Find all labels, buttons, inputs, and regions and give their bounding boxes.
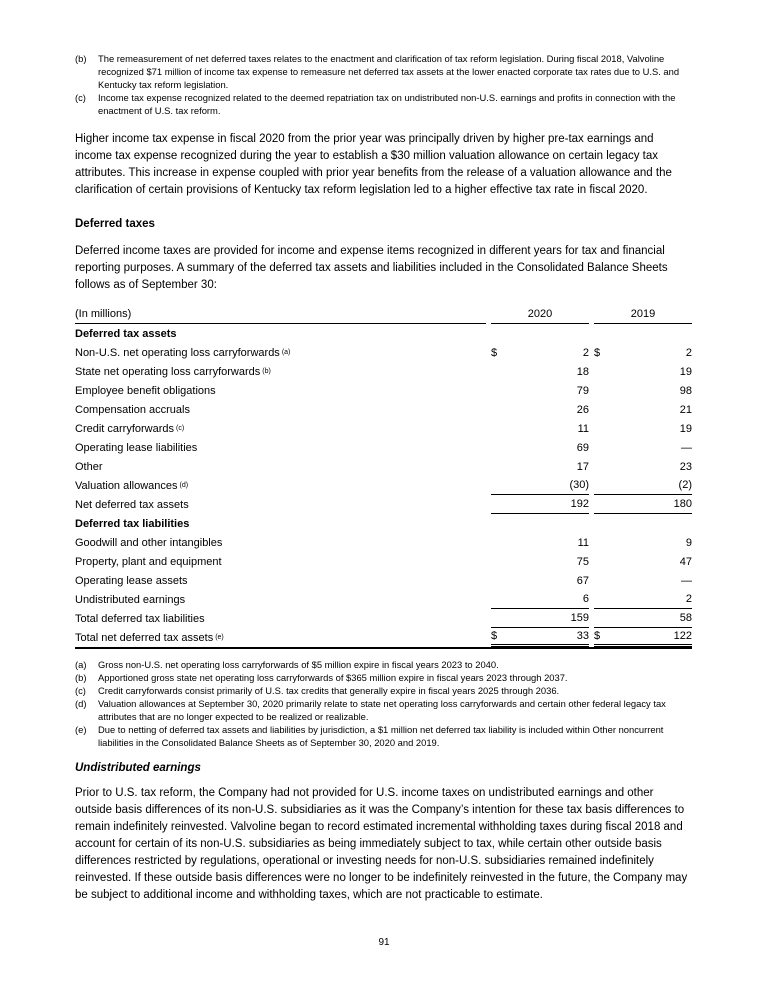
footnote-text: Apportioned gross state net operating loss carryforwards of $365 million expire in fiscal years 2023 through 2037.: [98, 672, 568, 683]
dollar-sign: $: [491, 346, 498, 359]
top-footnote-item: [75, 91, 692, 117]
top-footnote-item: [75, 52, 692, 91]
table-value-cell: [594, 628, 692, 647]
table-bottom-rule: [75, 647, 692, 649]
cell-value: —: [681, 441, 692, 454]
bottom-footnote-item: [75, 723, 692, 749]
cell-value: 180: [673, 498, 692, 510]
table-value-cell: [491, 438, 589, 457]
table-value-cell: [491, 552, 589, 571]
cell-value: 47: [679, 555, 692, 568]
table-value-cell: [594, 571, 692, 590]
cell-value: 6: [582, 593, 589, 605]
empty-cell: [491, 514, 589, 533]
empty-cell: [491, 324, 589, 343]
top-footnotes: [75, 52, 692, 117]
row-label: Non-U.S. net operating loss carryforwards (a): [75, 346, 291, 359]
table-row: [75, 609, 692, 628]
table-value-cell: [594, 533, 692, 552]
cell-value: 17: [576, 460, 589, 473]
row-label: Undistributed earnings: [75, 593, 186, 606]
cell-value: 159: [570, 612, 589, 624]
cell-value: 122: [673, 630, 692, 642]
footnote-reference: (d): [179, 482, 189, 489]
table-header-2020: 2020: [491, 305, 589, 324]
row-label: Goodwill and other intangibles: [75, 536, 223, 549]
table-value-cell: [491, 476, 589, 495]
cell-value: 79: [576, 384, 589, 397]
table-value-cell: [594, 609, 692, 628]
table-row: [75, 343, 692, 362]
footnote-text: Valuation allowances at September 30, 2020 primarily relate to state net operating loss carryforwards and certain other federal legacy tax attributes that are no longer expected to be realized or realizable.: [98, 698, 666, 722]
table-value-cell: [491, 419, 589, 438]
page-number: 91: [378, 937, 390, 948]
bottom-footnote-item: [75, 658, 692, 671]
table-row: [75, 533, 692, 552]
table-value-cell: [594, 438, 692, 457]
row-label: Valuation allowances (d): [75, 479, 189, 492]
bottom-footnote-item: [75, 684, 692, 697]
table-value-cell: [594, 590, 692, 609]
row-label: Operating lease assets: [75, 574, 188, 587]
cell-value: 69: [576, 441, 589, 454]
table-row: [75, 381, 692, 400]
cell-value: 67: [576, 574, 589, 587]
table-value-cell: [594, 381, 692, 400]
footnote-text: Due to netting of deferred tax assets and liabilities by jurisdiction, a $1 million net deferred tax liability is included within Other noncurrent liabilities in the Consolidated Balance Sheets as of September 30, 2020 and 2019.: [98, 724, 664, 748]
table-value-cell: [594, 552, 692, 571]
cell-value: 75: [576, 555, 589, 568]
table-value-cell: [491, 628, 589, 647]
table-row: [75, 362, 692, 381]
paragraph-deferred-intro: Deferred income taxes are provided for income and expense items recognized in different years for tax and financial reporting purposes. A summary of the deferred tax assets and liabilities included in the Consolidated Balance Sheets follows as of September 30:: [75, 245, 668, 291]
table-value-cell: [491, 400, 589, 419]
cell-value: 23: [679, 460, 692, 473]
table-row: [75, 476, 692, 495]
heading-deferred-taxes: Deferred taxes: [75, 218, 155, 230]
table-value-cell: [491, 571, 589, 590]
table-section-row: [75, 324, 692, 343]
table-body: [75, 324, 692, 647]
table-value-cell: [491, 457, 589, 476]
row-label: Compensation accruals: [75, 403, 190, 416]
footnote-label: (c): [75, 92, 86, 103]
empty-cell: [594, 514, 692, 533]
footnote-text: Gross non-U.S. net operating loss carryforwards of $5 million expire in fiscal years 2023 to 2040.: [98, 659, 499, 670]
table-value-cell: [491, 533, 589, 552]
footnote-reference: (b): [262, 368, 271, 375]
cell-value: 11: [577, 536, 589, 549]
bottom-footnote-item: [75, 671, 692, 684]
cell-value: 9: [685, 536, 692, 549]
bottom-footnote-item: [75, 697, 692, 723]
footnote-label: (d): [75, 698, 87, 709]
row-label: Property, plant and equipment: [75, 555, 222, 568]
row-label: Deferred tax assets: [75, 327, 177, 340]
table-row: [75, 590, 692, 609]
footnote-label: (e): [75, 724, 87, 735]
cell-value: 192: [570, 498, 589, 510]
footnote-text: Income tax expense recognized related to the deemed repatriation tax on undistributed non-U.S. earnings and profits in connection with the enactment of U.S. tax reform.: [98, 92, 676, 116]
cell-value: 19: [679, 422, 692, 435]
bottom-footnotes: [75, 658, 692, 749]
table-value-cell: [594, 362, 692, 381]
deferred-tax-table: [75, 305, 692, 647]
table-row: [75, 400, 692, 419]
dollar-sign: $: [594, 346, 601, 359]
table-value-cell: [491, 381, 589, 400]
table-value-cell: [491, 609, 589, 628]
cell-value: 33: [576, 630, 589, 642]
row-label: Net deferred tax assets: [75, 498, 189, 511]
cell-value: 2: [582, 346, 589, 359]
cell-value: —: [681, 574, 692, 587]
table-value-cell: [491, 343, 589, 362]
table-value-cell: [491, 362, 589, 381]
table-value-cell: [594, 419, 692, 438]
row-label: State net operating loss carryforwards (b): [75, 365, 271, 378]
table-header-row: [75, 305, 692, 324]
row-label: Operating lease liabilities: [75, 441, 198, 454]
row-label: Employee benefit obligations: [75, 384, 216, 397]
cell-value: 26: [576, 403, 589, 416]
table-row: [75, 438, 692, 457]
footnote-text: Credit carryforwards consist primarily of U.S. tax credits that generally expire in fiscal years 2025 through 2036.: [98, 685, 560, 696]
footnote-reference: (a): [281, 349, 291, 356]
page-content: [75, 52, 692, 904]
footnote-reference: (e): [215, 634, 224, 641]
table-value-cell: [594, 476, 692, 495]
footnote-text: The remeasurement of net deferred taxes relates to the enactment and clarification of tax reform legislation. During fiscal 2018, Valvoline recognized $71 million of income tax expense to remeasure net deferred tax assets at the lower enacted corporate tax rates due to U.S. and Kentucky tax reform legislation.: [98, 53, 680, 90]
table-row: [75, 628, 692, 647]
row-label: Other: [75, 460, 103, 473]
cell-value: 2: [685, 593, 692, 605]
footnote-label: (a): [75, 659, 87, 670]
footnote-label: (b): [75, 53, 87, 64]
table-header-2019: 2019: [594, 305, 692, 324]
footnote-label: (c): [75, 685, 86, 696]
table-value-cell: [594, 457, 692, 476]
table-value-cell: [594, 495, 692, 514]
dollar-sign: $: [594, 630, 601, 642]
cell-value: 19: [679, 365, 692, 378]
empty-cell: [594, 324, 692, 343]
row-label: Total net deferred tax assets (e): [75, 631, 224, 644]
table-row: [75, 571, 692, 590]
cell-value: 58: [679, 612, 692, 624]
table-value-cell: [491, 495, 589, 514]
row-label: Total deferred tax liabilities: [75, 612, 205, 625]
cell-value: 2: [685, 346, 692, 359]
cell-value: (30): [569, 479, 589, 491]
dollar-sign: $: [491, 630, 498, 642]
table-value-cell: [491, 590, 589, 609]
cell-value: 21: [679, 403, 692, 416]
cell-value: 11: [577, 422, 589, 435]
footnote-reference: (c): [176, 425, 185, 432]
footnote-label: (b): [75, 672, 87, 683]
table-row: [75, 457, 692, 476]
cell-value: (2): [678, 479, 692, 491]
row-label: Credit carryforwards (c): [75, 422, 185, 435]
row-label: Deferred tax liabilities: [75, 517, 190, 530]
table-row: [75, 419, 692, 438]
table-row: [75, 495, 692, 514]
table-value-cell: [594, 400, 692, 419]
cell-value: 18: [576, 365, 589, 378]
paragraph-effective-tax-rate: Higher income tax expense in fiscal 2020 from the prior year was principally driven by higher pre-tax earnings and income tax expense recognized during the year to establish a $30 million valuation allowance on certain legacy tax attributes. This increase in expense coupled with prior year benefits from the release of a valuation allowance and the clarification of certain provisions of Kentucky tax reform legislation led to a higher effective tax rate in fiscal 2020.: [75, 133, 672, 196]
cell-value: 98: [679, 384, 692, 397]
table-row: [75, 552, 692, 571]
paragraph-undistributed-earnings: Prior to U.S. tax reform, the Company had not provided for U.S. income taxes on undistributed earnings and other outside basis differences of its non-U.S. subsidiaries as it was the Company’s intention for these tax basis differences to remain indefinitely reinvested. Valvoline began to record estimated incremental withholding taxes during fiscal 2018 and account for certain of its non-U.S. subsidiaries as being immediately subject to tax, while certain other outside basis differences restricted by regulations, operational or investing needs for non-U.S. subsidiaries remained indefinitely reinvested. If these outside basis differences were no longer to be indefinitely reinvested in the future, the Company may be subject to additional income and withholding taxes, which are not practicable to estimate.: [75, 787, 688, 901]
table-section-row: [75, 514, 692, 533]
heading-undistributed-earnings: Undistributed earnings: [75, 762, 201, 774]
table-header-label: (In millions): [75, 305, 486, 324]
table-value-cell: [594, 343, 692, 362]
